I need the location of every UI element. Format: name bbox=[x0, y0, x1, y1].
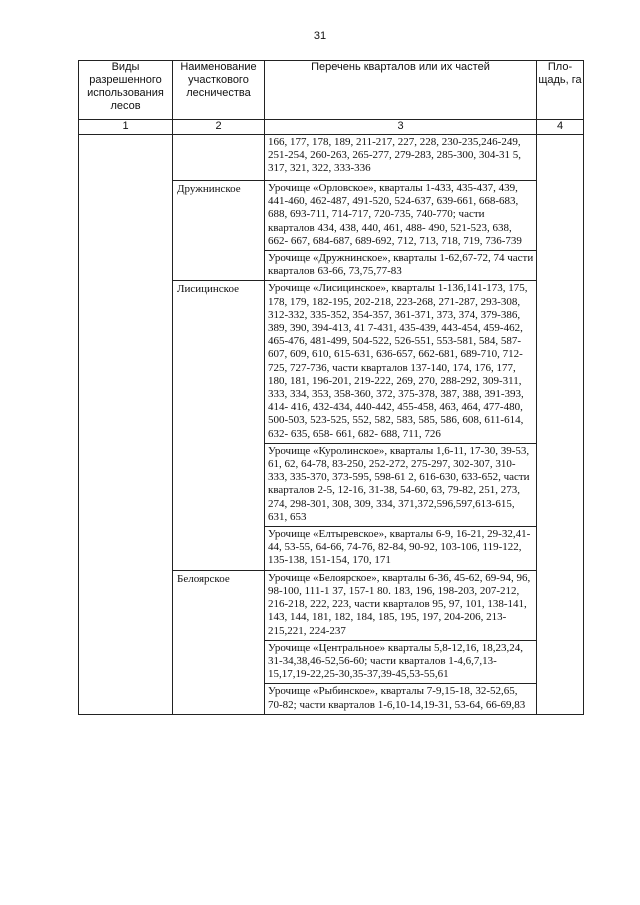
quarters-cell: Урочище «Центральное» кварталы 5,8-12,16, 18,23,24, 31-34,38,46-52,56-60; части кварталов 1-4,6,7,13-15,17,19-22,25-30,35-37,39-45,53-55,61 bbox=[265, 640, 537, 684]
table-header-row bbox=[79, 61, 584, 120]
page-number: 31 bbox=[313, 30, 327, 42]
column-number: 3 bbox=[265, 120, 537, 135]
column-number-row bbox=[79, 120, 584, 135]
column-number: 4 bbox=[537, 120, 584, 135]
header-area: Пло-щадь, га bbox=[537, 61, 584, 120]
forestry-cell: Лисицинское bbox=[173, 281, 265, 570]
quarters-cell: Урочище «Белоярское», кварталы 6-36, 45-62, 69-94, 96, 98-100, 111-1 37, 157-1 80. 183, 196, 198-203, 207-212, 216-218, 222, 223, части кварталов 95, 97, 101, 138-141, 143, 144, 181, 182, 184, 185, 195, 197, 204-206, 213-215,221, 224-237 bbox=[265, 570, 537, 640]
column-number: 1 bbox=[79, 120, 173, 135]
quarters-cell: Урочище «Елтыревское», кварталы 6-9, 16-21, 29-32,41-44, 53-55, 64-66, 74-76, 82-84, 90-92, 103-106, 119-122, 135-138, 151-154, 170, 171 bbox=[265, 527, 537, 571]
quarters-cell: 166, 177, 178, 189, 211-217, 227, 228, 230-235,246-249, 251-254, 260-263, 265-277, 279-283, 285-300, 304-31 5, 317, 321, 322, 333-336 bbox=[265, 135, 537, 181]
forestry-cell: Дружнинское bbox=[173, 181, 265, 281]
header-use-type: Виды разрешенного использования лесов bbox=[79, 61, 173, 120]
quarters-cell: Урочище «Дружнинское», кварталы 1-62,67-72, 74 части кварталов 63-66, 73,75,77-83 bbox=[265, 251, 537, 281]
use-type-cell bbox=[79, 135, 173, 715]
forest-quarters-table bbox=[78, 60, 584, 715]
header-quarters-list: Перечень кварталов или их частей bbox=[265, 61, 537, 120]
area-cell bbox=[537, 135, 584, 715]
table-row bbox=[79, 135, 584, 181]
quarters-cell: Урочище «Рыбинское», кварталы 7-9,15-18, 32-52,65, 70-82; части кварталов 1-6,10-14,19-31, 53-64, 66-69,83 bbox=[265, 684, 537, 714]
header-forestry-name: Наименование участкового лесничества bbox=[173, 61, 265, 120]
quarters-cell: Урочище «Лисицинское», кварталы 1-136,141-173, 175, 178, 179, 182-195, 202-218, 223-268, 271-287, 293-308, 312-332, 335-352, 354-357, 361-371, 373, 374, 379-386, 389, 390, 394-413, 41 7-431, 435-439, 443-454, 459-462, 465-476, 481-499, 504-522, 526-551, 553-581, 584, 587-607, 609, 610, 615-631, 636-657, 662-681, 689-710, 712-725, 727-736, части кварталов 137-140, 174, 176, 177, 180, 181, 196-201, 219-222, 269, 270, 288-292, 309-311, 333, 334, 353, 358-360, 372, 375-378, 387, 388, 391-393, 414- 416, 432-434, 440-442, 455-458, 463, 464, 477-480, 500-503, 523-525, 552, 582, 583, 585, 586, 608, 611-614, 632- 635, 658- 661, 682- 688, 711, 726 bbox=[265, 281, 537, 443]
quarters-cell: Урочище «Орловское», кварталы 1-433, 435-437, 439, 441-460, 462-487, 491-520, 524-637, 639-661, 668-683, 688, 693-711, 714-717, 720-735, 740-770; части кварталов 434, 438, 440, 461, 488- 490, 521-523, 638, 662- 667, 684-687, 689-692, 712, 713, 718, 719, 736-739 bbox=[265, 181, 537, 251]
forestry-cell bbox=[173, 135, 265, 181]
forestry-cell: Белоярское bbox=[173, 570, 265, 714]
quarters-cell: Урочище «Куролинское», кварталы 1,6-11, 17-30, 39-53, 61, 62, 64-78, 83-250, 252-272, 275-297, 302-307, 310-333, 335-370, 373-595, 598-61 2, 616-630, 633-652, части кварталов 2-5, 12-16, 31-38, 54-60, 63, 79-82, 251, 273, 274, 298-301, 308, 309, 334, 371,372,596,597,613-615, 631, 653 bbox=[265, 443, 537, 526]
column-number: 2 bbox=[173, 120, 265, 135]
